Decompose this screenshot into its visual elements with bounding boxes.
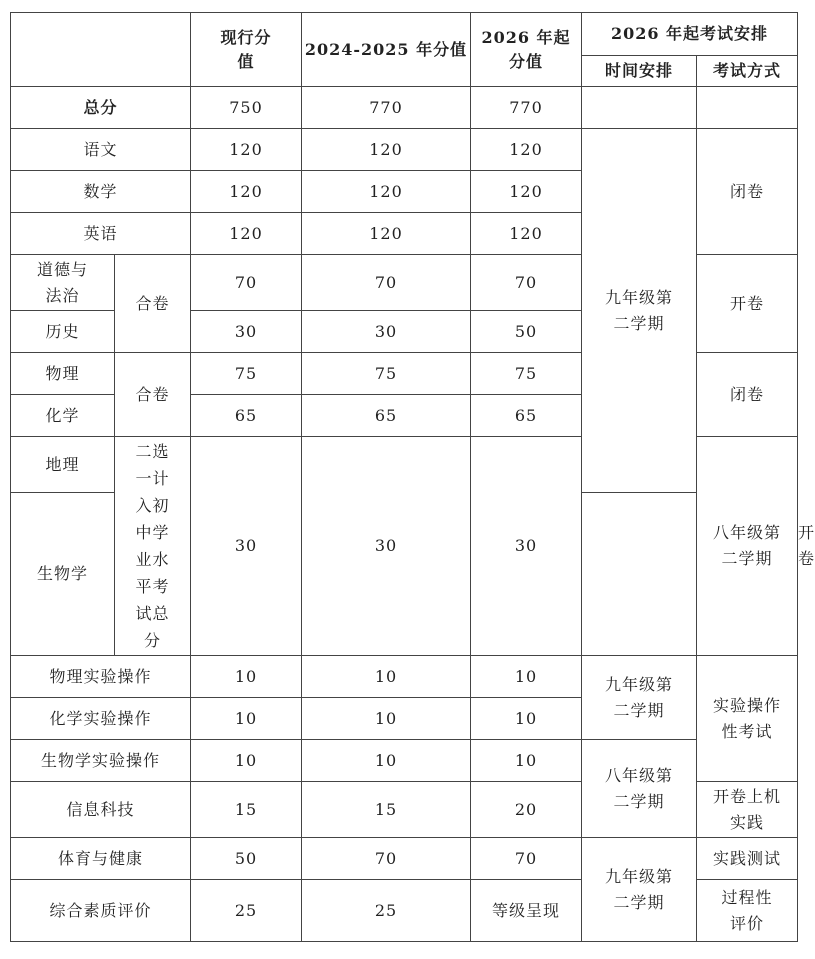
chinese-2024: 120 — [302, 129, 471, 171]
mode-process-eval: 过程性评价 — [697, 880, 798, 942]
pe-2024: 70 — [302, 838, 471, 880]
total-2024: 770 — [302, 87, 471, 129]
physics-current: 75 — [191, 353, 302, 395]
chemistry-2024: 65 — [302, 395, 471, 437]
english-2024: 120 — [302, 213, 471, 255]
header-2026-score: 2026 年起分值 — [471, 13, 582, 87]
geo-bio-2026: 30 — [471, 437, 582, 656]
physics-lab-2026: 10 — [471, 656, 582, 698]
subject-history: 历史 — [11, 311, 115, 353]
subject-morality: 道德与法治 — [11, 255, 115, 311]
mode-lab-exam: 实验操作性考试 — [697, 656, 798, 782]
total-2026: 770 — [471, 87, 582, 129]
english-2026: 120 — [471, 213, 582, 255]
time-grade8-term2-b: 八年级第二学期 — [582, 740, 697, 838]
total-mode-empty — [697, 87, 798, 129]
row-biology-lab — [11, 740, 798, 782]
physics-lab-current: 10 — [191, 656, 302, 698]
math-2026: 120 — [471, 171, 582, 213]
subject-physics-lab: 物理实验操作 — [11, 656, 191, 698]
subject-chemistry-lab: 化学实验操作 — [11, 698, 191, 740]
header-blank-cell — [11, 13, 191, 87]
it-current: 15 — [191, 782, 302, 838]
subject-total: 总分 — [11, 87, 191, 129]
subject-comprehensive: 综合素质评价 — [11, 880, 191, 942]
history-2026: 50 — [471, 311, 582, 353]
subject-biology: 生物学 — [11, 493, 115, 656]
header-time-arrangement: 时间安排 — [582, 56, 697, 87]
it-2026: 20 — [471, 782, 582, 838]
chinese-current: 120 — [191, 129, 302, 171]
subject-chinese: 语文 — [11, 129, 191, 171]
math-current: 120 — [191, 171, 302, 213]
combined-paper-b: 合卷 — [115, 353, 191, 437]
chemistry-lab-2026: 10 — [471, 698, 582, 740]
combined-paper-a: 合卷 — [115, 255, 191, 353]
comprehensive-current: 25 — [191, 880, 302, 942]
pe-2026: 70 — [471, 838, 582, 880]
comprehensive-2026: 等级呈现 — [471, 880, 582, 942]
biology-lab-2024: 10 — [302, 740, 471, 782]
time-grade9-term2-b: 九年级第二学期 — [582, 656, 697, 740]
chinese-2026: 120 — [471, 129, 582, 171]
subject-biology-lab: 生物学实验操作 — [11, 740, 191, 782]
time-grade8-term2-a: 八年级第二学期 — [697, 437, 798, 656]
subject-it: 信息科技 — [11, 782, 191, 838]
row-geography: 地理 二选一计入初中学业水平考试总分 30 30 30 八年级第二学期 开卷 — [11, 437, 798, 493]
header-row-1 — [11, 13, 798, 56]
geo-bio-note: 二选一计入初中学业水平考试总分 — [115, 437, 191, 656]
chemistry-lab-current: 10 — [191, 698, 302, 740]
subject-physics: 物理 — [11, 353, 115, 395]
row-chinese — [11, 129, 798, 171]
subject-pe: 体育与健康 — [11, 838, 191, 880]
row-total — [11, 87, 798, 129]
time-grade9-term2-c: 九年级第二学期 — [582, 838, 697, 942]
math-2024: 120 — [302, 171, 471, 213]
biology-lab-2026: 10 — [471, 740, 582, 782]
header-2024-2025-score: 2024-2025 年分值 — [302, 13, 471, 87]
geo-bio-2024: 30 — [302, 437, 471, 656]
subject-english: 英语 — [11, 213, 191, 255]
english-current: 120 — [191, 213, 302, 255]
time-grade9-term2-a: 九年级第二学期 — [582, 129, 697, 493]
it-2024: 15 — [302, 782, 471, 838]
row-physics-lab — [11, 656, 798, 698]
mode-open-computer: 开卷上机实践 — [697, 782, 798, 838]
mode-closed-a: 闭卷 — [697, 129, 798, 255]
header-current-score: 现行分值 — [191, 13, 302, 87]
score-table — [10, 12, 815, 942]
morality-2024: 70 — [302, 255, 471, 311]
subject-geography: 地理 — [11, 437, 115, 493]
chemistry-2026: 65 — [471, 395, 582, 437]
history-2024: 30 — [302, 311, 471, 353]
mode-practice-test: 实践测试 — [697, 838, 798, 880]
chemistry-current: 65 — [191, 395, 302, 437]
pe-current: 50 — [191, 838, 302, 880]
subject-chemistry: 化学 — [11, 395, 115, 437]
row-pe — [11, 838, 798, 880]
history-current: 30 — [191, 311, 302, 353]
subject-math: 数学 — [11, 171, 191, 213]
mode-open-a: 开卷 — [697, 255, 798, 353]
geo-bio-current: 30 — [191, 437, 302, 656]
physics-2024: 75 — [302, 353, 471, 395]
biology-lab-current: 10 — [191, 740, 302, 782]
morality-2026: 70 — [471, 255, 582, 311]
mode-closed-b: 闭卷 — [697, 353, 798, 437]
morality-current: 70 — [191, 255, 302, 311]
physics-2026: 75 — [471, 353, 582, 395]
total-time-empty — [582, 87, 697, 129]
chemistry-lab-2024: 10 — [302, 698, 471, 740]
header-2026-arrangement: 2026 年起考试安排 — [582, 13, 798, 56]
comprehensive-2024: 25 — [302, 880, 471, 942]
physics-lab-2024: 10 — [302, 656, 471, 698]
total-current: 750 — [191, 87, 302, 129]
header-exam-mode: 考试方式 — [697, 56, 798, 87]
